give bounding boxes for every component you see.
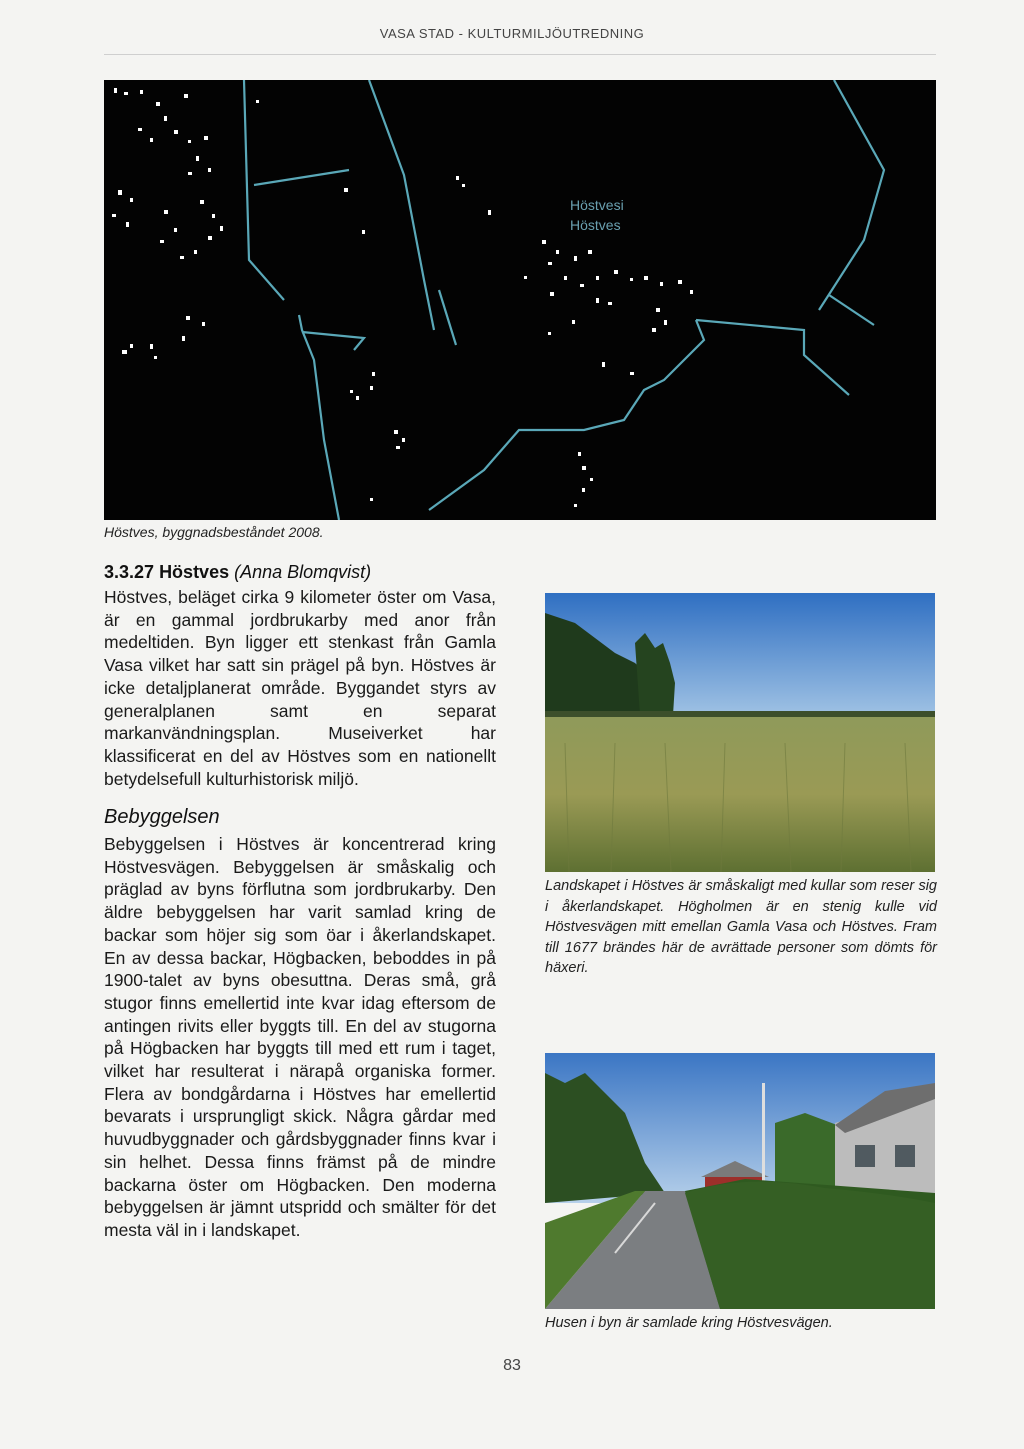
intro-paragraph: Höstves, beläget cirka 9 kilometer öster om Vasa, är en gammal jordbrukarby med anor från medeltiden. Byn ligger ett stenkast från Gamla Vasa vilket har satt sin prägel på byn. Höstves är icke detaljplanerat område. Byggandet styrs av generalplanen samt en separat markanvändningsplan. Museiverket har klassificerat en del av Höstves som en nationellt betydelsefull kulturhistorisk miljö. (104, 587, 496, 789)
landscape-photo (545, 593, 935, 872)
map-label-finnish: Höstvesi (570, 197, 624, 213)
section-title: Höstves (159, 562, 230, 582)
subheading-bebyggelsen: Bebyggelsen (104, 806, 220, 828)
map-graphic (104, 80, 936, 520)
building-map (104, 80, 936, 520)
road-photo-caption: Husen i byn är samlade kring Höstvesvägen. (545, 1315, 833, 1331)
road-photo (545, 1053, 935, 1309)
section-author: (Anna Blomqvist) (234, 562, 372, 582)
map-label-swedish: Höstves (570, 217, 621, 233)
page-number: 83 (503, 1357, 521, 1374)
section-number: 3.3.27 (104, 562, 155, 582)
landscape-photo-graphic (545, 593, 935, 872)
map-caption: Höstves, byggnadsbeståndet 2008. (104, 524, 324, 540)
landscape-photo-caption: Landskapet i Höstves är småskaligt med kullar som reser sig i åkerlandskapet. Högholmen är en stenig kulle vid Höstvesvägen mitt emellan Gamla Vasa och Höstves. Fram till 1677 brändes här de avrättade personer som dömts för häxeri. (545, 878, 937, 976)
road-photo-graphic (545, 1053, 935, 1309)
header-rule (104, 54, 936, 55)
body-paragraph: Bebyggelsen i Höstves är koncentrerad kring Höstvesvägen. Bebyggelsen är småskalig och präglad av byns förflutna som jordbrukarby. Den äldre bebyggelsen har varit samlad kring de backar som höjer sig som öar i åkerlandskapet. En av dessa backar, Högbacken, beboddes in på 1900-talet av byns obesuttna. Deras små, grå stugor finns emellertid inte kvar idag eftersom de antingen rivits eller byggts till. En del av stugorna på Högbacken har byggts till med ett rum i taget, vilket har resulterat i närapå organiska former. Flera av bondgårdarna i Höstves har emellertid bevarats i ursprungligt skick. Några gårdar med huvudbyggnader och gårdsbyggnader finns kvar i sin helhet. Dessa finns främst på de mindre backarna öster om Högbacken. Den moderna bebyggelsen är jämnt utspridd och smälter för det mesta väl in i landskapet. (104, 834, 496, 1240)
section-heading (104, 562, 371, 583)
running-header: VASA STAD - KULTURMILJÖUTREDNING (379, 26, 645, 41)
